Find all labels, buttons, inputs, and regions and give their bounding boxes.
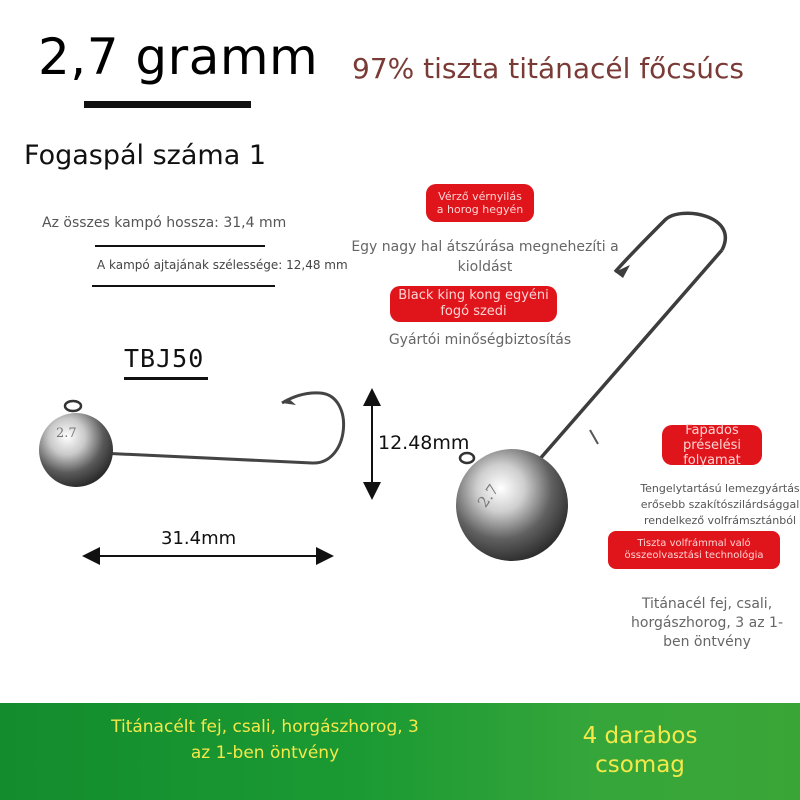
callout-king-kong-badge: Black king kong egyéni fogó szedi: [390, 286, 557, 322]
ball-marking: 2.7: [56, 426, 77, 441]
large-hook-spur: [590, 430, 598, 444]
spec-gap-width: A kampó ajtajának szélessége: 12,48 mm: [97, 258, 348, 272]
model-underline: [124, 377, 208, 380]
hook-barb: [282, 398, 296, 405]
weight-underline: [84, 101, 251, 108]
callout-axis: Tengelytartású lemezgyártás erősebb szakítószilárdsággal rendelkező volfrámsztánból: [640, 482, 800, 527]
vertical-dimension-label: 12.48mm: [378, 432, 470, 454]
hook-shank: [100, 453, 312, 463]
callout-cast: Titánacél fej, csali, horgászhorog, 3 az 1-ben öntvény: [631, 596, 783, 650]
material-title: 97% tiszta titánacél főcsúcs: [352, 52, 745, 85]
footer-left-text: Titánacélt fej, csali, horgászhorog, 3 az 1-ben öntvény: [111, 717, 419, 763]
large-ball-marking: 2.7: [473, 480, 503, 511]
callout-big-fish: Egy nagy hal átszúrása megnehezíti a kioldást: [351, 239, 619, 275]
large-eye-ring: [460, 453, 474, 463]
spec-total-length: Az összes kampó hossza: 31,4 mm: [42, 215, 287, 231]
callout-tungsten-badge: Tiszta volfrámmal való összeolvasztási technológia: [608, 531, 780, 569]
spec-gap-underline: [92, 285, 275, 287]
weight-title: 2,7 gramm: [38, 28, 319, 86]
model-label: TBJ50: [124, 344, 205, 373]
eye-ring: [65, 401, 81, 411]
small-jig-illustration: [20, 385, 360, 505]
callout-bleed-badge: Vérző vérnyilás a horog hegyén: [426, 184, 534, 222]
tooth-count-title: Fogaspál száma 1: [24, 140, 266, 171]
callout-quality: Gyártói minőségbiztosítás: [388, 332, 572, 348]
spec-total-underline: [95, 245, 265, 247]
callout-press-badge: Fapados préselési folyamat: [662, 425, 762, 465]
jig-ball: [39, 413, 113, 487]
large-jig-ball: [456, 449, 568, 561]
footer-right-text: 4 darabos csomag: [582, 723, 698, 778]
horizontal-dimension-label: 31.4mm: [161, 528, 237, 549]
